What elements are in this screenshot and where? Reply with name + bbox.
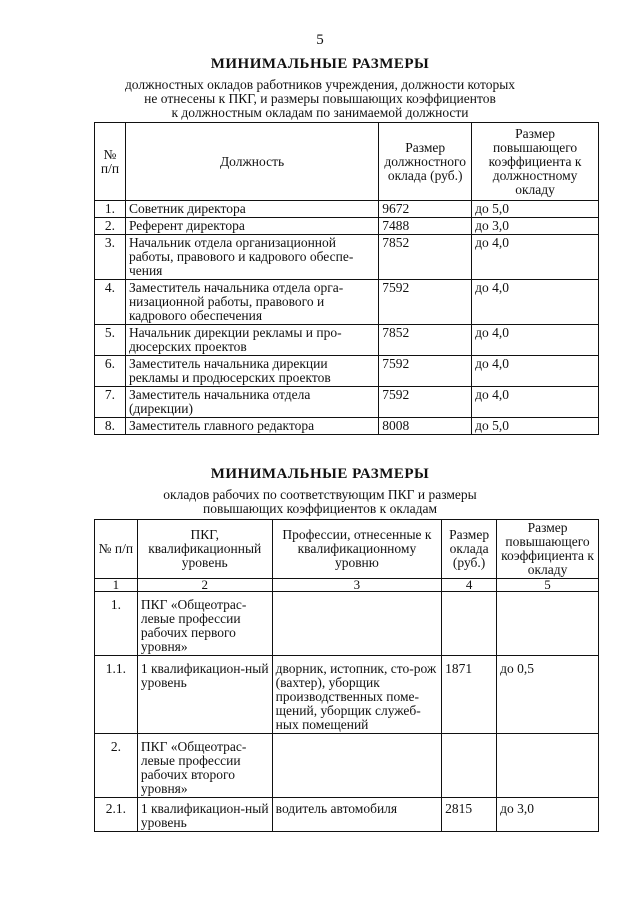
coefficient-cell: до 4,0 xyxy=(472,280,599,325)
page-number: 5 xyxy=(316,32,324,48)
row-number: 1. xyxy=(95,201,126,218)
workers-salary-table xyxy=(94,519,599,832)
section1-subtitle-2: не отнесены к ПКГ, и размеры повышающих коэффициентов xyxy=(144,91,496,106)
row-number: 5. xyxy=(95,325,126,356)
salary-cell: 7852 xyxy=(379,235,472,280)
pkg-cell: ПКГ «Общеотрас-левые профессии рабочих второго уровня» xyxy=(137,734,272,798)
salary-cell: 7592 xyxy=(379,280,472,325)
position-cell: Заместитель начальника отдела орга-низационной работы, правового и кадрового обеспечения xyxy=(125,280,378,325)
coefficient-cell: до 0,5 xyxy=(497,656,599,734)
col-header-number: № п/п xyxy=(95,520,138,579)
salary-cell: 7592 xyxy=(379,356,472,387)
table-row xyxy=(95,218,599,235)
row-number: 1. xyxy=(95,592,138,656)
col-header-coefficient: Размер повышающего коэффициента к окладу xyxy=(497,520,599,579)
section1-title: МИНИМАЛЬНЫЕ РАЗМЕРЫ xyxy=(210,56,430,72)
section2-subtitle-1: окладов рабочих по соответствующим ПКГ и размеры xyxy=(163,487,477,502)
coefficient-cell: до 4,0 xyxy=(472,325,599,356)
section1-subtitle-1: должностных окладов работников учреждения, должности которых xyxy=(124,77,516,92)
position-cell: Начальник отдела организационной работы, правового и кадрового обеспе-чения xyxy=(125,235,378,280)
section2-title: МИНИМАЛЬНЫЕ РАЗМЕРЫ xyxy=(210,466,430,482)
col-header-number: № п/п xyxy=(95,123,126,201)
table-row xyxy=(95,280,599,325)
table-row xyxy=(95,235,599,280)
salary-cell: 9672 xyxy=(379,201,472,218)
table-row xyxy=(95,387,599,418)
coefficient-cell: до 5,0 xyxy=(472,201,599,218)
column-index: 3 xyxy=(272,579,442,592)
salary-cell: 7852 xyxy=(379,325,472,356)
col-header-salary: Размер оклада (руб.) xyxy=(442,520,497,579)
column-index: 5 xyxy=(497,579,599,592)
professions-cell: водитель автомобиля xyxy=(272,798,442,832)
coefficient-cell: до 4,0 xyxy=(472,356,599,387)
row-number: 2. xyxy=(95,218,126,235)
col-header-salary: Размер должностного оклада (руб.) xyxy=(379,123,472,201)
salary-cell xyxy=(442,592,497,656)
salary-cell xyxy=(442,734,497,798)
positions-salary-table xyxy=(94,122,599,435)
salary-cell: 7592 xyxy=(379,387,472,418)
row-number: 6. xyxy=(95,356,126,387)
coefficient-cell: до 4,0 xyxy=(472,387,599,418)
column-index: 4 xyxy=(442,579,497,592)
section1-subtitle-3: к должностным окладам по занимаемой должности xyxy=(171,105,469,120)
coefficient-cell: до 3,0 xyxy=(497,798,599,832)
table-row xyxy=(95,656,599,734)
table-row xyxy=(95,418,599,435)
table-row xyxy=(95,325,599,356)
position-cell: Заместитель начальника отдела (дирекции) xyxy=(125,387,378,418)
col-header-professions: Профессии, отнесенные к квалификационному уровню xyxy=(272,520,442,579)
row-number: 2. xyxy=(95,734,138,798)
col-header-position: Должность xyxy=(125,123,378,201)
table-row xyxy=(95,356,599,387)
professions-cell xyxy=(272,592,442,656)
row-number: 8. xyxy=(95,418,126,435)
pkg-cell: 1 квалификацион-ный уровень xyxy=(137,798,272,832)
coefficient-cell: до 4,0 xyxy=(472,235,599,280)
row-number: 2.1. xyxy=(95,798,138,832)
col-header-pkg: ПКГ, квалификационный уровень xyxy=(137,520,272,579)
position-cell: Референт директора xyxy=(125,218,378,235)
row-number: 3. xyxy=(95,235,126,280)
salary-cell: 8008 xyxy=(379,418,472,435)
row-number: 7. xyxy=(95,387,126,418)
table-row xyxy=(95,592,599,656)
coefficient-cell xyxy=(497,734,599,798)
coefficient-cell: до 3,0 xyxy=(472,218,599,235)
salary-cell: 7488 xyxy=(379,218,472,235)
column-index: 2 xyxy=(137,579,272,592)
position-cell: Заместитель главного редактора xyxy=(125,418,378,435)
salary-cell: 2815 xyxy=(442,798,497,832)
row-number: 1.1. xyxy=(95,656,138,734)
table-row xyxy=(95,734,599,798)
section2-subtitle-2: повышающих коэффициентов к окладам xyxy=(202,501,438,516)
col-header-coefficient: Размер повышающего коэффициента к должностному окладу xyxy=(472,123,599,201)
column-index: 1 xyxy=(95,579,138,592)
professions-cell: дворник, истопник, сто-рож (вахтер), уборщик производственных поме-щений, уборщик служеб-ных помещений xyxy=(272,656,442,734)
position-cell: Советник директора xyxy=(125,201,378,218)
table-row xyxy=(95,798,599,832)
salary-cell: 1871 xyxy=(442,656,497,734)
row-number: 4. xyxy=(95,280,126,325)
position-cell: Заместитель начальника дирекции рекламы и продюсерских проектов xyxy=(125,356,378,387)
professions-cell xyxy=(272,734,442,798)
column-index-row xyxy=(95,579,599,592)
position-cell: Начальник дирекции рекламы и про-дюсерских проектов xyxy=(125,325,378,356)
coefficient-cell: до 5,0 xyxy=(472,418,599,435)
pkg-cell: 1 квалификацион-ный уровень xyxy=(137,656,272,734)
table-row xyxy=(95,201,599,218)
pkg-cell: ПКГ «Общеотрас-левые профессии рабочих первого уровня» xyxy=(137,592,272,656)
coefficient-cell xyxy=(497,592,599,656)
